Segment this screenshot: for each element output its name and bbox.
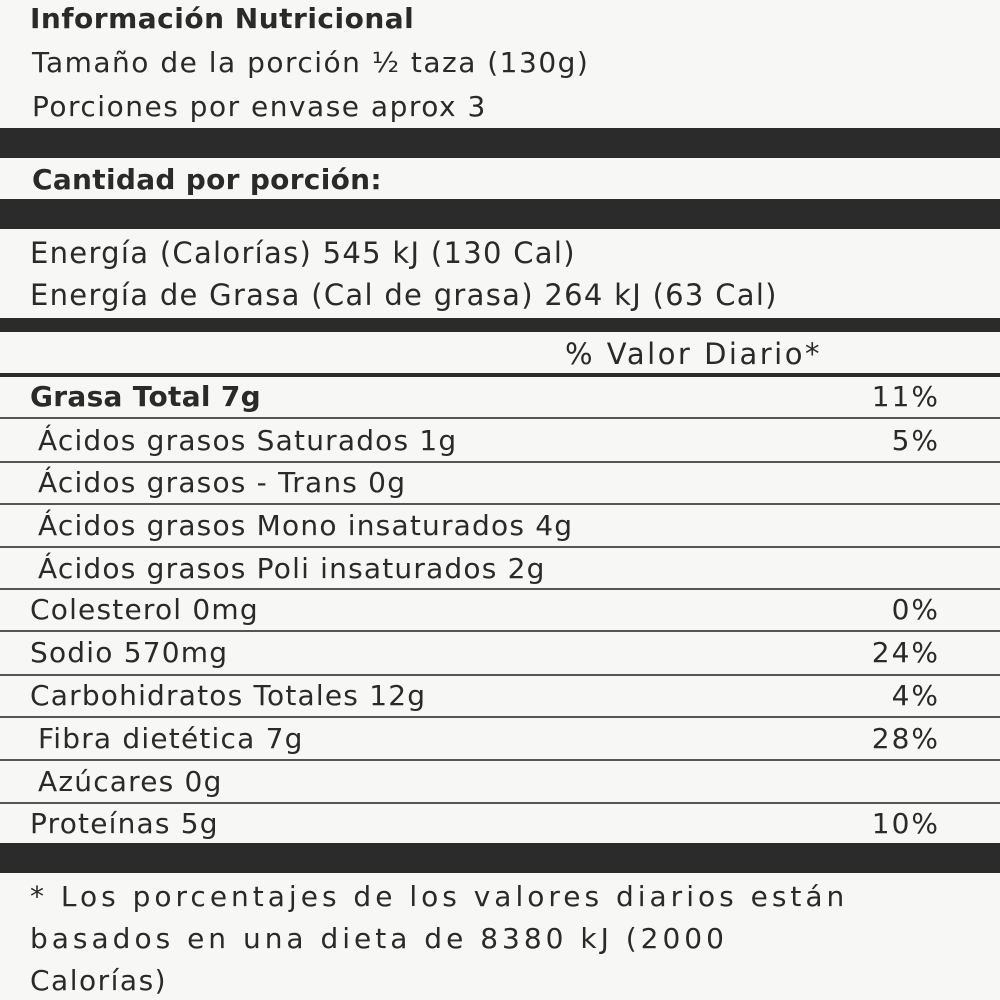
medium-divider bbox=[0, 318, 1000, 332]
energy-calories: Energía (Calorías) 545 kJ (130 Cal) bbox=[30, 236, 576, 270]
nutrient-percent: 10% bbox=[871, 807, 940, 840]
nutrient-row bbox=[0, 507, 1000, 547]
nutrient-row bbox=[0, 634, 1000, 674]
nutrient-percent: 24% bbox=[871, 636, 940, 669]
nutrient-row bbox=[0, 677, 1000, 717]
nutrient-row bbox=[0, 805, 1000, 845]
nutrient-row bbox=[0, 422, 1000, 462]
row-divider bbox=[0, 546, 1000, 548]
nutrient-name: Azúcares 0g bbox=[38, 765, 223, 798]
row-divider bbox=[0, 759, 1000, 761]
nutrient-percent: 4% bbox=[891, 679, 940, 712]
row-divider bbox=[0, 674, 1000, 676]
nutrient-name: Sodio 570mg bbox=[30, 636, 229, 669]
nutrient-name: Fibra dietética 7g bbox=[38, 722, 304, 755]
nutrient-name: Ácidos grasos - Trans 0g bbox=[38, 466, 407, 499]
nutrient-name: Ácidos grasos Poli insaturados 2g bbox=[38, 552, 546, 585]
nutrient-percent: 11% bbox=[871, 380, 940, 413]
footnote-line: * Los porcentajes de los valores diarios están bbox=[30, 880, 849, 913]
nutrient-percent: 5% bbox=[891, 424, 940, 457]
row-divider bbox=[0, 417, 1000, 419]
row-divider bbox=[0, 630, 1000, 632]
row-divider bbox=[0, 461, 1000, 463]
nutrient-name: Carbohidratos Totales 12g bbox=[30, 679, 427, 712]
nutrient-row bbox=[0, 550, 1000, 590]
nutrient-row bbox=[0, 378, 1000, 418]
thick-divider bbox=[0, 199, 1000, 229]
label-title: Información Nutricional bbox=[30, 2, 415, 35]
nutrient-row bbox=[0, 763, 1000, 803]
amount-per-serving: Cantidad por porción: bbox=[32, 163, 382, 196]
nutrient-name: Grasa Total 7g bbox=[30, 380, 261, 413]
row-divider bbox=[0, 503, 1000, 505]
row-divider bbox=[0, 716, 1000, 718]
thick-divider bbox=[0, 843, 1000, 873]
nutrient-name: Colesterol 0mg bbox=[30, 593, 259, 626]
energy-fat-calories: Energía de Grasa (Cal de grasa) 264 kJ (63 Cal) bbox=[30, 278, 778, 312]
row-divider bbox=[0, 588, 1000, 590]
servings-per-container: Porciones por envase aprox 3 bbox=[32, 90, 487, 123]
thick-divider bbox=[0, 128, 1000, 158]
daily-value-header: % Valor Diario* bbox=[565, 337, 822, 371]
nutrient-name: Ácidos grasos Mono insaturados 4g bbox=[38, 509, 574, 542]
nutrient-row bbox=[0, 720, 1000, 760]
nutrient-percent: 28% bbox=[871, 722, 940, 755]
nutrient-row bbox=[0, 464, 1000, 504]
thin-divider bbox=[0, 373, 1000, 377]
nutrient-name: Ácidos grasos Saturados 1g bbox=[38, 424, 458, 457]
footnote-line: Calorías) bbox=[30, 964, 168, 997]
footnote-line: basados en una dieta de 8380 kJ (2000 bbox=[30, 922, 728, 955]
nutrient-row bbox=[0, 591, 1000, 631]
nutrient-percent: 0% bbox=[891, 593, 940, 626]
serving-size: Tamaño de la porción ½ taza (130g) bbox=[32, 46, 590, 79]
row-divider bbox=[0, 802, 1000, 804]
nutrient-name: Proteínas 5g bbox=[30, 807, 219, 840]
